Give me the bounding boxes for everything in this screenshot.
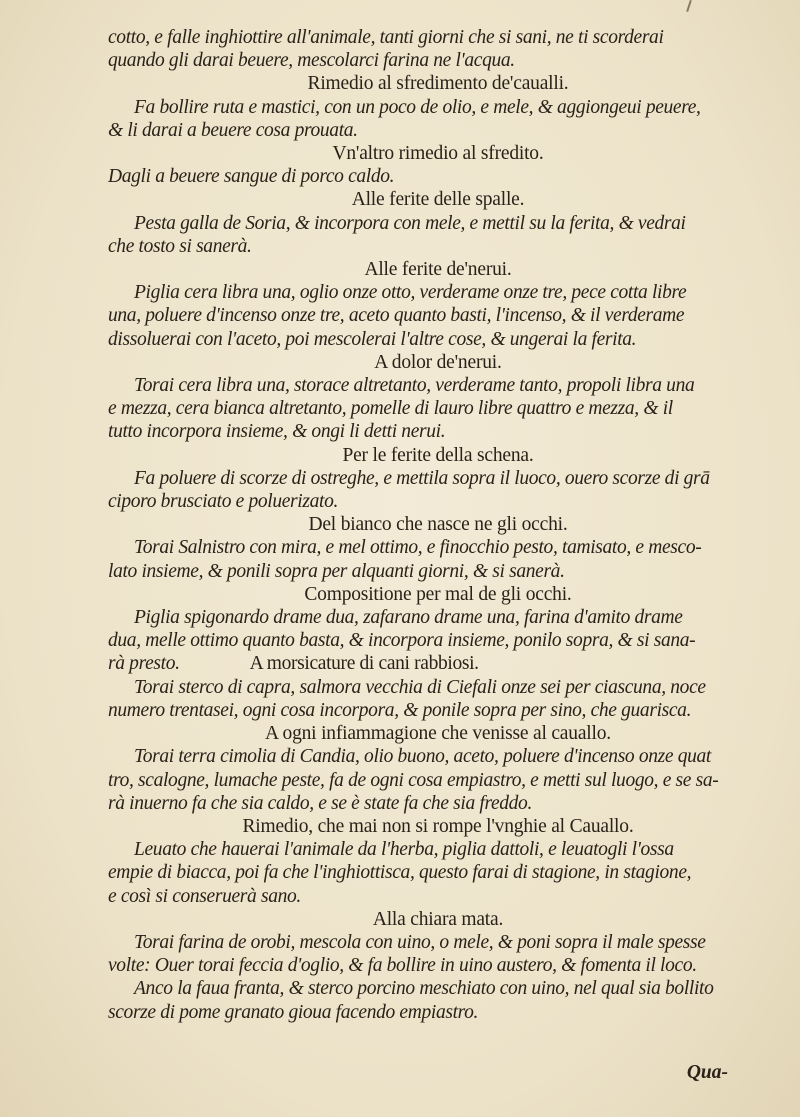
section-heading: A dolor de'nerui. <box>374 351 502 373</box>
section-heading: Alle ferite de'nerui. <box>364 259 512 281</box>
text-block <box>108 26 768 1024</box>
section-heading: Rimedio al sfredimento de'caualli. <box>307 73 569 95</box>
text-line: quando gli darai beuere, mescolarci farina ne l'acqua. <box>108 50 515 72</box>
text-line: Fa poluere di scorze di ostreghe, e mettila sopra il luoco, ouero scorze di grā <box>134 467 710 489</box>
page-edge-mark <box>686 0 692 12</box>
section-heading: Vn'altro rimedio al sfredito. <box>332 143 544 165</box>
text-line: Torai cera libra una, storace altretanto, verderame tanto, propoli libra una <box>134 375 695 397</box>
text-line: Dagli a beuere sangue di porco caldo. <box>108 166 395 188</box>
text-line: una, poluere d'incenso onze tre, aceto quanto basti, l'incenso, & il verderame <box>108 305 685 327</box>
text-line: Anco la faua franta, & sterco porcino meschiato con uino, nel qual sia bollito <box>134 978 714 1000</box>
text-line: dissoluerai con l'aceto, poi mescolerai l'altre cose, & ungerai la ferita. <box>108 328 637 350</box>
text-line: dua, melle ottimo quanto basta, & incorpora insieme, ponilo sopra, & si sana- <box>108 630 696 652</box>
text-line: rà inuerno fa che sia caldo, e se è state fa che sia freddo. <box>108 792 532 814</box>
section-heading: Del bianco che nasce ne gli occhi. <box>308 514 568 536</box>
section-heading: Alla chiara mata. <box>372 908 504 930</box>
text-line: scorze di pome granato gioua facendo empiastro. <box>108 1001 479 1023</box>
text-line: e così si conseruerà sano. <box>108 885 301 907</box>
text-line: Torai sterco di capra, salmora vecchia di Ciefali onze sei per ciascuna, noce <box>134 676 706 698</box>
text-line: cotto, e falle inghiottire all'animale, tanti giorni che si sani, ne ti scorderai <box>108 27 664 48</box>
text-line: empie di biacca, poi fa che l'inghiottisca, questo farai di stagione, in stagione, <box>108 862 692 884</box>
text-line <box>108 652 768 675</box>
text-fragment: rà presto. <box>108 653 180 675</box>
section-heading: Alle ferite delle spalle. <box>351 189 525 211</box>
text-line: Fa bollire ruta e mastici, con un poco de olio, e mele, & aggiongeui peuere, <box>134 96 701 118</box>
text-line: tutto incorpora insieme, & ongi li detti nerui. <box>108 421 446 443</box>
section-heading: Rimedio, che mai non si rompe l'vnghie al Cauallo. <box>242 815 634 837</box>
section-heading: Compositione per mal de gli occhi. <box>304 583 572 605</box>
text-line: ciporo brusciato e poluerizato. <box>108 491 338 513</box>
text-line: tro, scalogne, lumache peste, fa de ogni cosa empiastro, e metti sul luogo, e se sa- <box>108 769 719 791</box>
text-line: Torai farina de orobi, mescola con uino, o mele, & poni sopra il male spesse <box>134 931 706 953</box>
text-line: numero trentasei, ogni cosa incorpora, & ponile sopra per sino, che guarisca. <box>108 699 692 721</box>
section-heading: A ogni infiammagione che venisse al cauallo. <box>265 723 611 745</box>
text-line: lato insieme, & ponili sopra per alquanti giorni, & si sanerà. <box>108 560 565 582</box>
text-line: Leuato che hauerai l'animale da l'herba, piglia dattoli, e leuatogli l'ossa <box>134 839 674 861</box>
text-line: che tosto si sanerà. <box>108 235 252 257</box>
text-line: e mezza, cera bianca altretanto, pomelle di lauro libre quattro e mezza, & il <box>108 398 673 420</box>
catchword: Qua- <box>686 1062 728 1083</box>
text-line: Piglia cera libra una, oglio onze otto, verderame onze tre, pece cotta libre <box>134 282 687 304</box>
text-line: Pesta galla de Soria, & incorpora con mele, e mettil su la ferita, & vedrai <box>134 212 686 234</box>
text-line: Piglia spigonardo drame dua, zafarano drame una, farina d'amito drame <box>134 607 683 629</box>
text-line: volte: Ouer torai feccia d'oglio, & fa bollire in uino austero, & fomenta il loco. <box>108 955 697 977</box>
text-line: Torai terra cimolia di Candia, olio buono, aceto, poluere d'incenso onze quat <box>134 746 711 768</box>
text-line: & li darai a beuere cosa prouata. <box>108 119 358 141</box>
section-heading: Per le ferite della schena. <box>342 444 534 466</box>
section-heading-inline: A morsicature di cani rabbiosi. <box>249 653 479 675</box>
text-line: Torai Salnistro con mira, e mel ottimo, e finocchio pesto, tamisato, e mesco- <box>134 537 702 559</box>
